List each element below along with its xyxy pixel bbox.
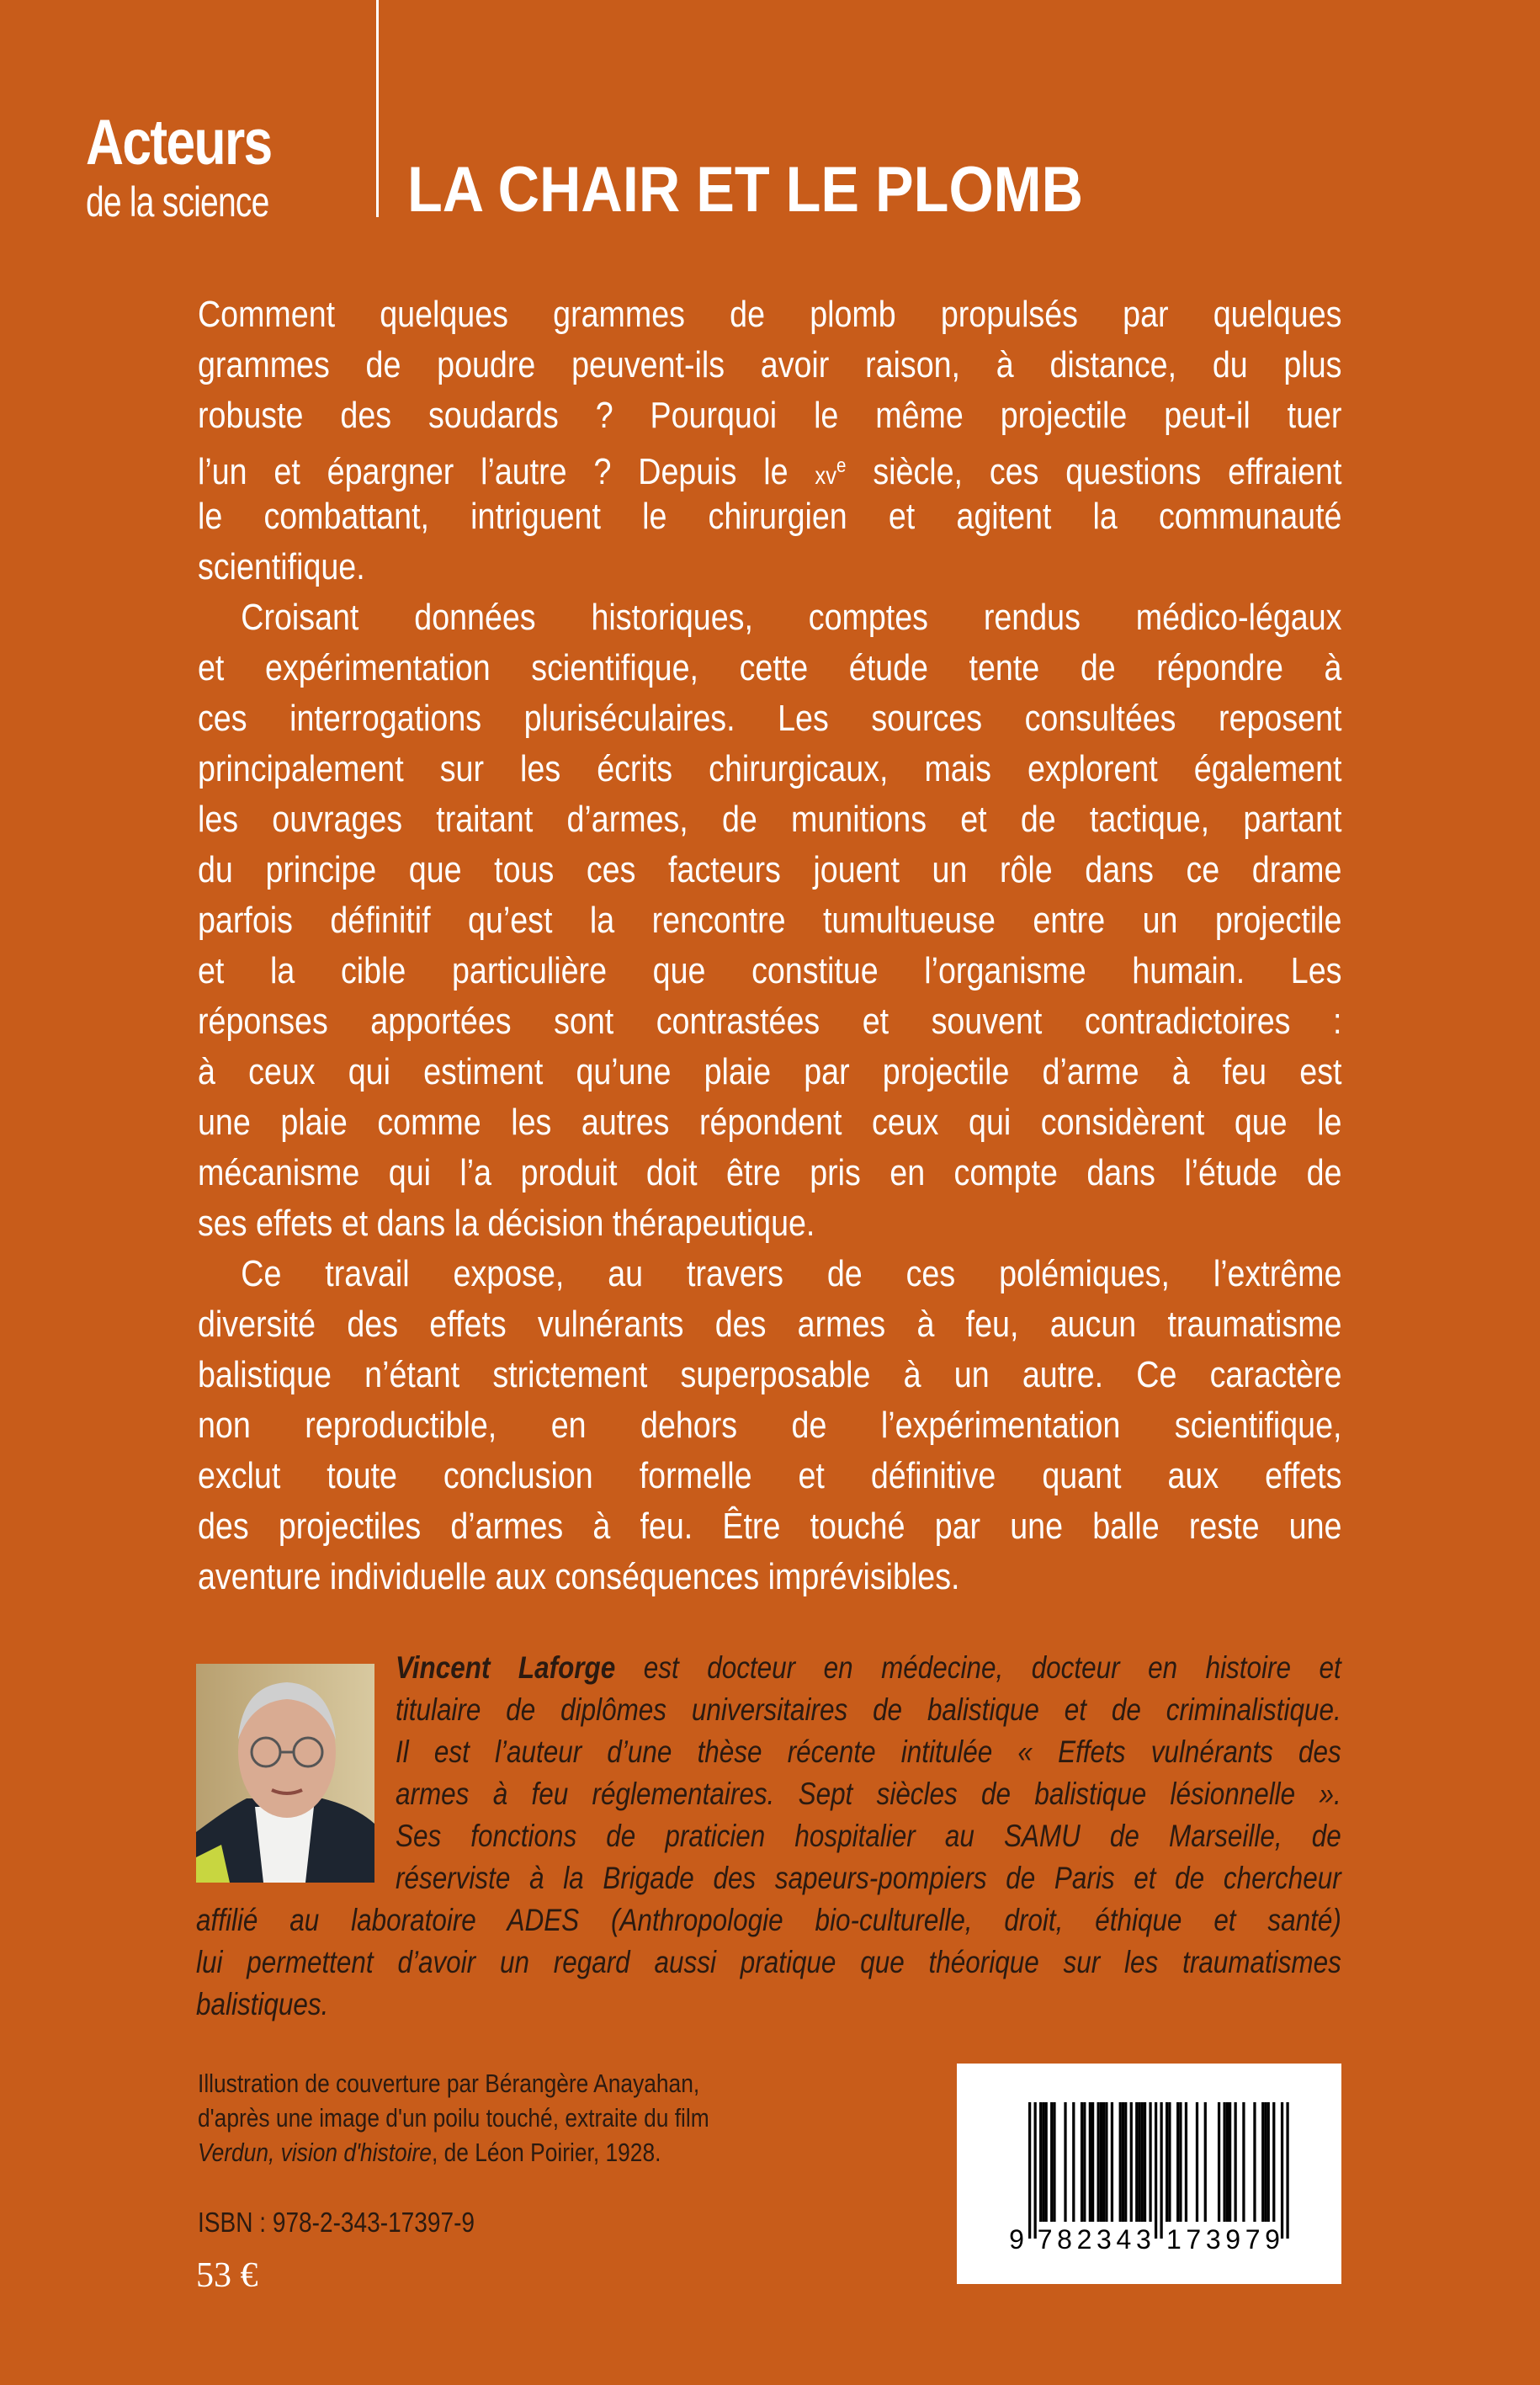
barcode-bar: [1102, 2102, 1105, 2222]
series-divider: [376, 0, 379, 217]
barcode-bar: [1185, 2102, 1187, 2222]
line: Comment quelques grammes de plomb propulsés par quelques: [198, 294, 1342, 335]
barcode-bar: [1034, 2102, 1037, 2239]
line: Ce travail expose, au travers de ces polémiques, l’extrême: [241, 1253, 1342, 1294]
barcode-bar: [1218, 2102, 1220, 2222]
text: est docteur en médecine, docteur en histoire et: [615, 1650, 1341, 1685]
barcode-bar: [1124, 2102, 1127, 2222]
line: du principe que tous ces facteurs jouent un rôle dans ce drame: [198, 849, 1342, 890]
barcode-bar: [1281, 2102, 1283, 2239]
barcode-bar: [1168, 2102, 1171, 2222]
author-photo: [196, 1664, 374, 1883]
barcode-bar: [1045, 2102, 1048, 2222]
barcode-bar: [1179, 2102, 1182, 2222]
line: le combattant, intriguent le chirurgien et agitent la communauté: [198, 496, 1342, 537]
barcode-bar: [1130, 2102, 1133, 2222]
barcode-bar: [1089, 2102, 1091, 2222]
series-name: Acteurs: [86, 107, 272, 178]
barcode-bar: [1072, 2102, 1075, 2222]
barcode-bar: [1083, 2102, 1086, 2222]
barcode-bar: [1166, 2102, 1168, 2222]
line: aventure individuelle aux conséquences imprévisibles.: [198, 1556, 960, 1597]
superscript: e: [836, 454, 847, 477]
barcode-bar: [1267, 2102, 1270, 2222]
barcode-bar: [1272, 2102, 1275, 2222]
century-numeral: xv: [815, 462, 837, 490]
credit-line: Illustration de couverture par Bérangère Anayahan,: [198, 2069, 700, 2098]
barcode-bar: [1028, 2102, 1031, 2239]
line: scientifique.: [198, 546, 365, 587]
barcode-bar: [1144, 2102, 1146, 2222]
line: Croisant données historiques, comptes rendus médico-légaux: [241, 597, 1342, 638]
line: [198, 441, 1341, 491]
line: ses effets et dans la décision thérapeutique.: [198, 1203, 815, 1244]
line: Ses fonctions de praticien hospitalier au SAMU de Marseille, de: [396, 1819, 1341, 1853]
film-title: Verdun, vision d'histoire: [198, 2138, 432, 2167]
line: ces interrogations pluriséculaires. Les sources consultées reposent: [198, 698, 1342, 739]
line: une plaie comme les autres répondent ceux qui considèrent que le: [198, 1102, 1342, 1143]
line: mécanisme qui l’a produit doit être pris en compte dans l’étude de: [198, 1152, 1342, 1193]
barcode-bar: [1242, 2102, 1245, 2222]
barcode-bar: [1097, 2102, 1100, 2222]
barcode-bar: [1226, 2102, 1229, 2222]
line: les ouvrages traitant d’armes, de munitions et de tactique, partant: [198, 799, 1342, 840]
blurb-paragraph-2: [198, 592, 1341, 1249]
isbn: ISBN : 978-2-343-17397-9: [198, 2207, 475, 2238]
line: [396, 1647, 1341, 1689]
barcode-bar: [1042, 2102, 1044, 2222]
barcode-digits: 9: [1009, 2224, 1024, 2255]
barcode-bar: [1135, 2102, 1138, 2222]
line: principalement sur les écrits chirurgicaux, mais explorent également: [198, 748, 1342, 789]
text: l’un et épargner l’autre ? Depuis le: [198, 451, 815, 492]
line: non reproductible, en dehors de l’expérimentation scientifique,: [198, 1405, 1342, 1446]
barcode-bar: [1119, 2102, 1122, 2222]
barcode-bar: [1229, 2102, 1231, 2222]
blurb-paragraph-3: [198, 1249, 1341, 1602]
barcode-bar: [1111, 2102, 1113, 2222]
line: parfois définitif qu’est la rencontre tumultueuse entre un projectile: [198, 900, 1342, 941]
line: robuste des soudards ? Pourquoi le même projectile peut-il tuer: [198, 395, 1342, 436]
barcode-bar: [1053, 2102, 1055, 2222]
barcode-bar: [1235, 2102, 1237, 2222]
line: réponses apportées sont contrastées et souvent contradictoires :: [198, 1001, 1342, 1042]
author-bio-continued: [196, 1899, 1341, 2026]
barcode-bar: [1122, 2102, 1124, 2222]
barcode-bar: [1081, 2102, 1083, 2222]
barcode-bar: [1141, 2102, 1144, 2222]
barcode: [957, 2064, 1341, 2284]
barcode-bar: [1223, 2102, 1225, 2222]
barcode-bar: [1286, 2102, 1288, 2239]
line: Il est l’auteur d’une thèse récente intitulée « Effets vulnérants des: [396, 1734, 1341, 1769]
barcode-bar: [1253, 2102, 1256, 2222]
barcode-digits: 782343: [1037, 2224, 1151, 2255]
line: exclut toute conclusion formelle et définitive quant aux effets: [198, 1455, 1342, 1496]
book-title: LA CHAIR ET LE PLOMB: [407, 154, 1084, 226]
barcode-bar: [1149, 2102, 1151, 2222]
barcode-bar: [1261, 2102, 1264, 2222]
credit-line: d'après une image d'un poilu touché, extraite du film: [198, 2103, 709, 2133]
barcode-bar: [1039, 2102, 1042, 2222]
barcode-bar: [1105, 2102, 1107, 2222]
barcode-bar: [1204, 2102, 1207, 2222]
line: balistique n’étant strictement superposable à un autre. Ce caractère: [198, 1354, 1342, 1395]
cover-credits: [198, 2066, 709, 2170]
author-bio: [396, 1647, 1341, 1899]
price: 53 €: [196, 2256, 258, 2295]
line: titulaire de diplômes universitaires de balistique et de criminalistique.: [396, 1692, 1341, 1727]
barcode-bar: [1138, 2102, 1140, 2222]
barcode-bar: [1064, 2102, 1066, 2222]
line: affilié au laboratoire ADES (Anthropologie bio-culturelle, droit, éthique et santé): [196, 1903, 1341, 1937]
line: grammes de poudre peuvent-ils avoir raison, à distance, du plus: [198, 344, 1342, 385]
line: et expérimentation scientifique, cette étude tente de répondre à: [198, 647, 1342, 688]
barcode-bar: [1155, 2102, 1157, 2239]
line: lui permettent d’avoir un regard aussi pratique que théorique sur les traumatismes: [196, 1945, 1341, 1979]
barcode-bar: [1196, 2102, 1198, 2222]
line: réserviste à la Brigade des sapeurs-pompiers de Paris et de chercheur: [396, 1861, 1341, 1895]
blurb-paragraph-1: [198, 289, 1341, 592]
barcode-bar: [1100, 2102, 1102, 2222]
barcode-bar: [1264, 2102, 1267, 2222]
credit-line: [198, 2135, 709, 2170]
author-name: Vincent Laforge: [396, 1650, 616, 1685]
barcode-bar: [1091, 2102, 1094, 2222]
line: balistiques.: [196, 1987, 329, 2021]
series-label: [86, 109, 321, 224]
barcode-bar: [1160, 2102, 1162, 2239]
blurb: [198, 289, 1341, 1602]
line: à ceux qui estiment qu’une plaie par projectile d’arme à feu est: [198, 1051, 1342, 1092]
barcode-bar: [1176, 2102, 1179, 2222]
barcode-bar: [1050, 2102, 1053, 2222]
line: et la cible particulière que constitue l’organisme humain. Les: [198, 950, 1342, 991]
barcode-digits: 173979: [1166, 2224, 1280, 2255]
line: armes à feu réglementaires. Sept siècles de balistique lésionnelle ».: [396, 1777, 1341, 1811]
text: siècle, ces questions effraient: [846, 451, 1342, 492]
line: diversité des effets vulnérants des armes à feu, aucun traumatisme: [198, 1304, 1342, 1345]
line: des projectiles d’armes à feu. Être touché par une balle reste une: [198, 1506, 1342, 1547]
series-subtitle: de la science: [86, 178, 269, 226]
text: , de Léon Poirier, 1928.: [431, 2138, 661, 2167]
